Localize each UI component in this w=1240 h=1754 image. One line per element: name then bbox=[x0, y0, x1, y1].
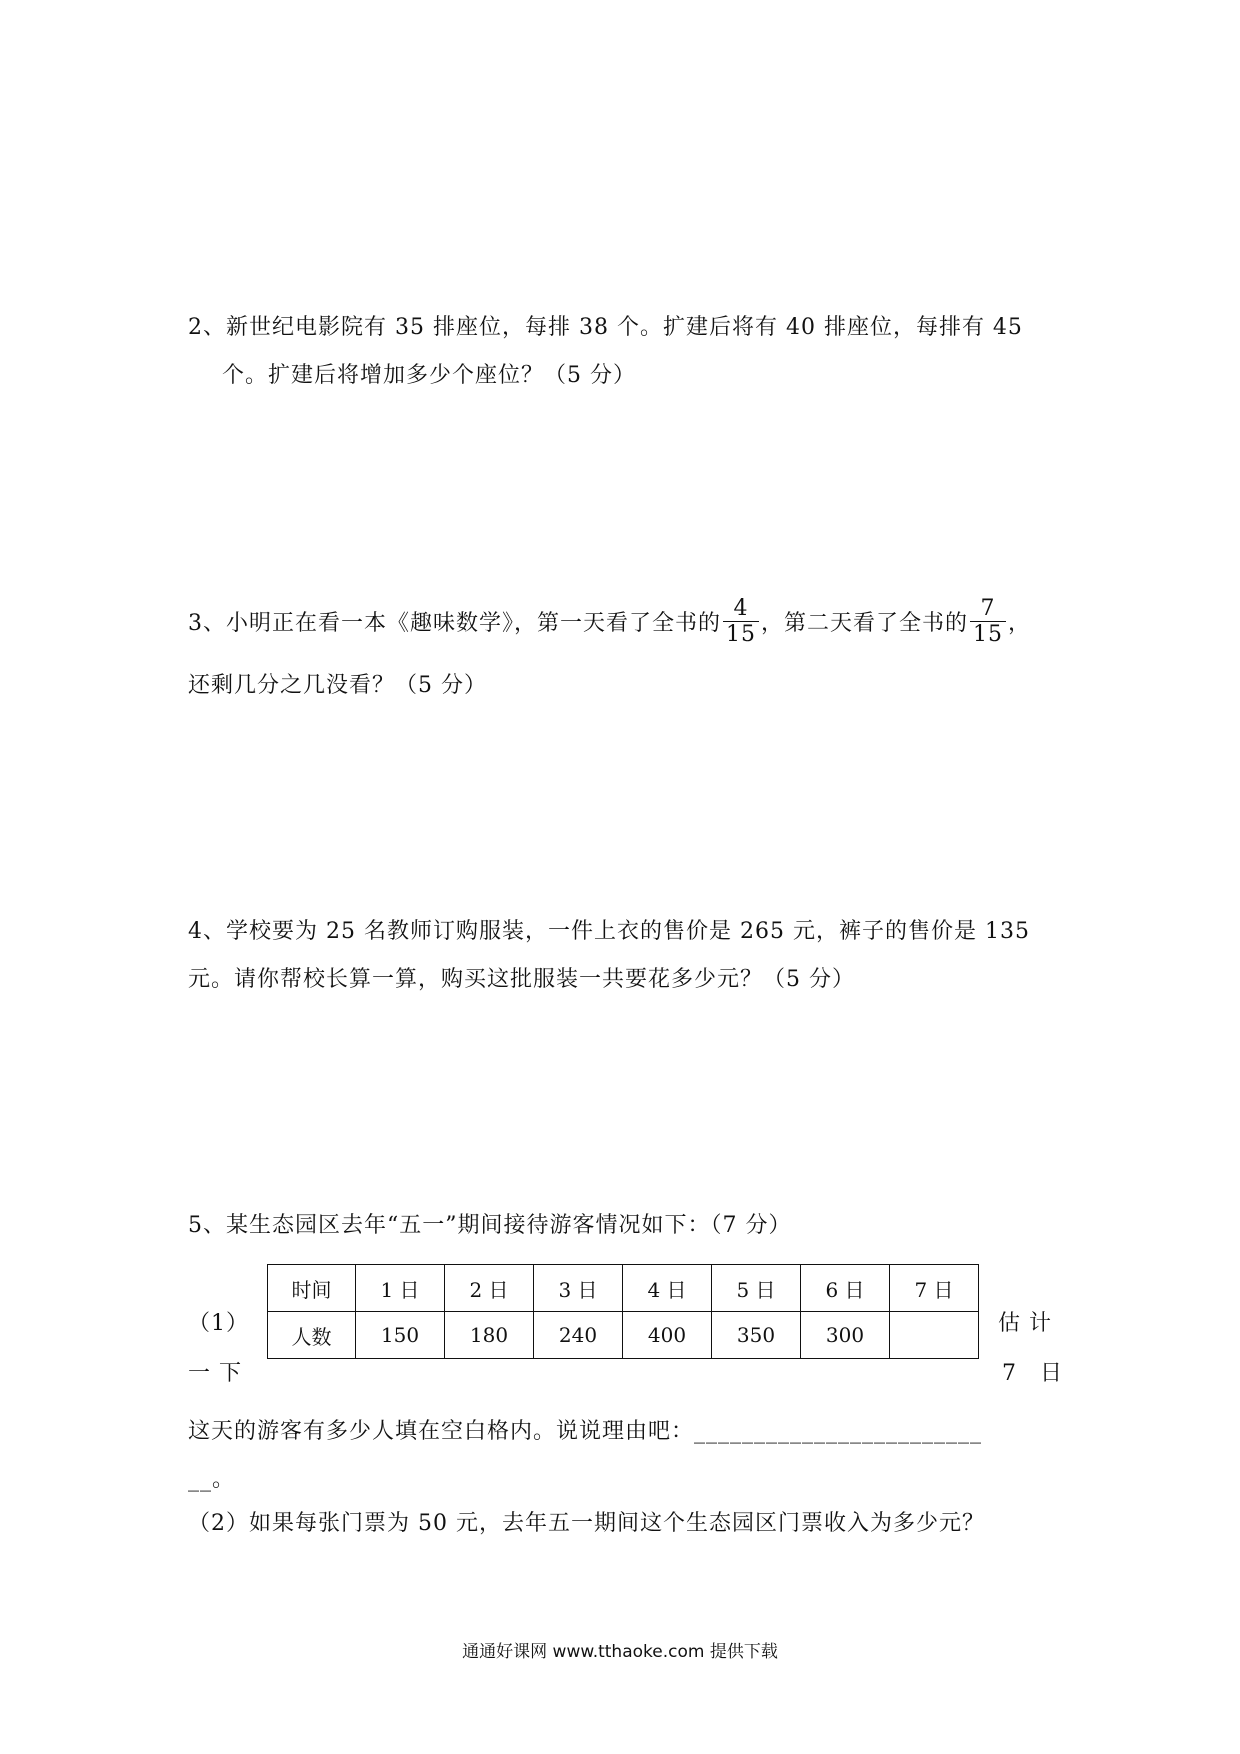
table-row-time bbox=[268, 1265, 979, 1312]
question-3-middle: ，第二天看了全书的 bbox=[761, 610, 969, 636]
table-cell-count: 400 bbox=[623, 1312, 712, 1359]
subquestion-1-text-right-a: 估 计 bbox=[998, 1311, 1052, 1336]
fraction-denominator: 15 bbox=[726, 622, 756, 648]
table-cell-day: 5 日 bbox=[712, 1265, 801, 1312]
visitor-table bbox=[267, 1264, 979, 1359]
subquestion-1-line-4: __。 bbox=[188, 1467, 236, 1492]
fraction-7-15 bbox=[970, 596, 1006, 648]
fraction-denominator: 15 bbox=[973, 622, 1004, 648]
question-2-line-2: 个。扩建后将增加多少个座位？（5 分） bbox=[222, 363, 636, 388]
table-row-count bbox=[268, 1312, 979, 1359]
page-footer: 通通好课网 www.tthaoke.com 提供下载 bbox=[462, 1642, 778, 1662]
question-3-line-2: 还剩几分之几没看？（5 分） bbox=[188, 673, 487, 698]
table-cell-count: 150 bbox=[356, 1312, 445, 1359]
table-header-count: 人数 bbox=[268, 1312, 356, 1359]
subquestion-2: （2）如果每张门票为 50 元，去年五一期间这个生态园区门票收入为多少元？ bbox=[188, 1511, 985, 1536]
table-header-time: 时间 bbox=[268, 1265, 356, 1312]
question-3-suffix: ， bbox=[1008, 610, 1032, 636]
table-cell-day: 3 日 bbox=[534, 1265, 623, 1312]
question-3-prefix: 3、小明正在看一本《趣味数学》，第一天看了全书的 bbox=[188, 610, 721, 636]
subquestion-1-text-left-b: 一 下 bbox=[188, 1361, 242, 1386]
table-cell-day: 4 日 bbox=[623, 1265, 712, 1312]
table-cell-count: 350 bbox=[712, 1312, 801, 1359]
question-2-line-1: 2、新世纪电影院有 35 排座位，每排 38 个。扩建后将有 40 排座位，每排有 45 bbox=[188, 315, 1023, 340]
table-cell-count: 240 bbox=[534, 1312, 623, 1359]
subquestion-1-label: （1） bbox=[188, 1311, 249, 1336]
table-cell-day: 7 日 bbox=[890, 1265, 979, 1312]
table-cell-day: 6 日 bbox=[801, 1265, 890, 1312]
question-5-intro: 5、某生态园区去年“五一”期间接待游客情况如下：（7 分） bbox=[188, 1213, 792, 1238]
question-4-line-2: 元。请你帮校长算一算，购买这批服装一共要花多少元？（5 分） bbox=[188, 967, 855, 992]
table-cell-count: 180 bbox=[445, 1312, 534, 1359]
table-cell-day: 2 日 bbox=[445, 1265, 534, 1312]
table-cell-day: 1 日 bbox=[356, 1265, 445, 1312]
table-cell-count-blank bbox=[890, 1312, 979, 1359]
question-3-line-1 bbox=[188, 598, 1031, 650]
question-4-line-1: 4、学校要为 25 名教师订购服装，一件上衣的售价是 265 元，裤子的售价是 135 bbox=[188, 919, 1030, 944]
subquestion-1-line-3: 这天的游客有多少人填在空白格内。说说理由吧：________________________ bbox=[188, 1419, 983, 1444]
table-cell-count: 300 bbox=[801, 1312, 890, 1359]
fraction-4-15 bbox=[723, 596, 759, 648]
subquestion-1-text-right-b: 7 日 bbox=[1002, 1361, 1063, 1386]
fraction-numerator: 4 bbox=[723, 596, 759, 622]
fraction-numerator: 7 bbox=[970, 596, 1006, 622]
